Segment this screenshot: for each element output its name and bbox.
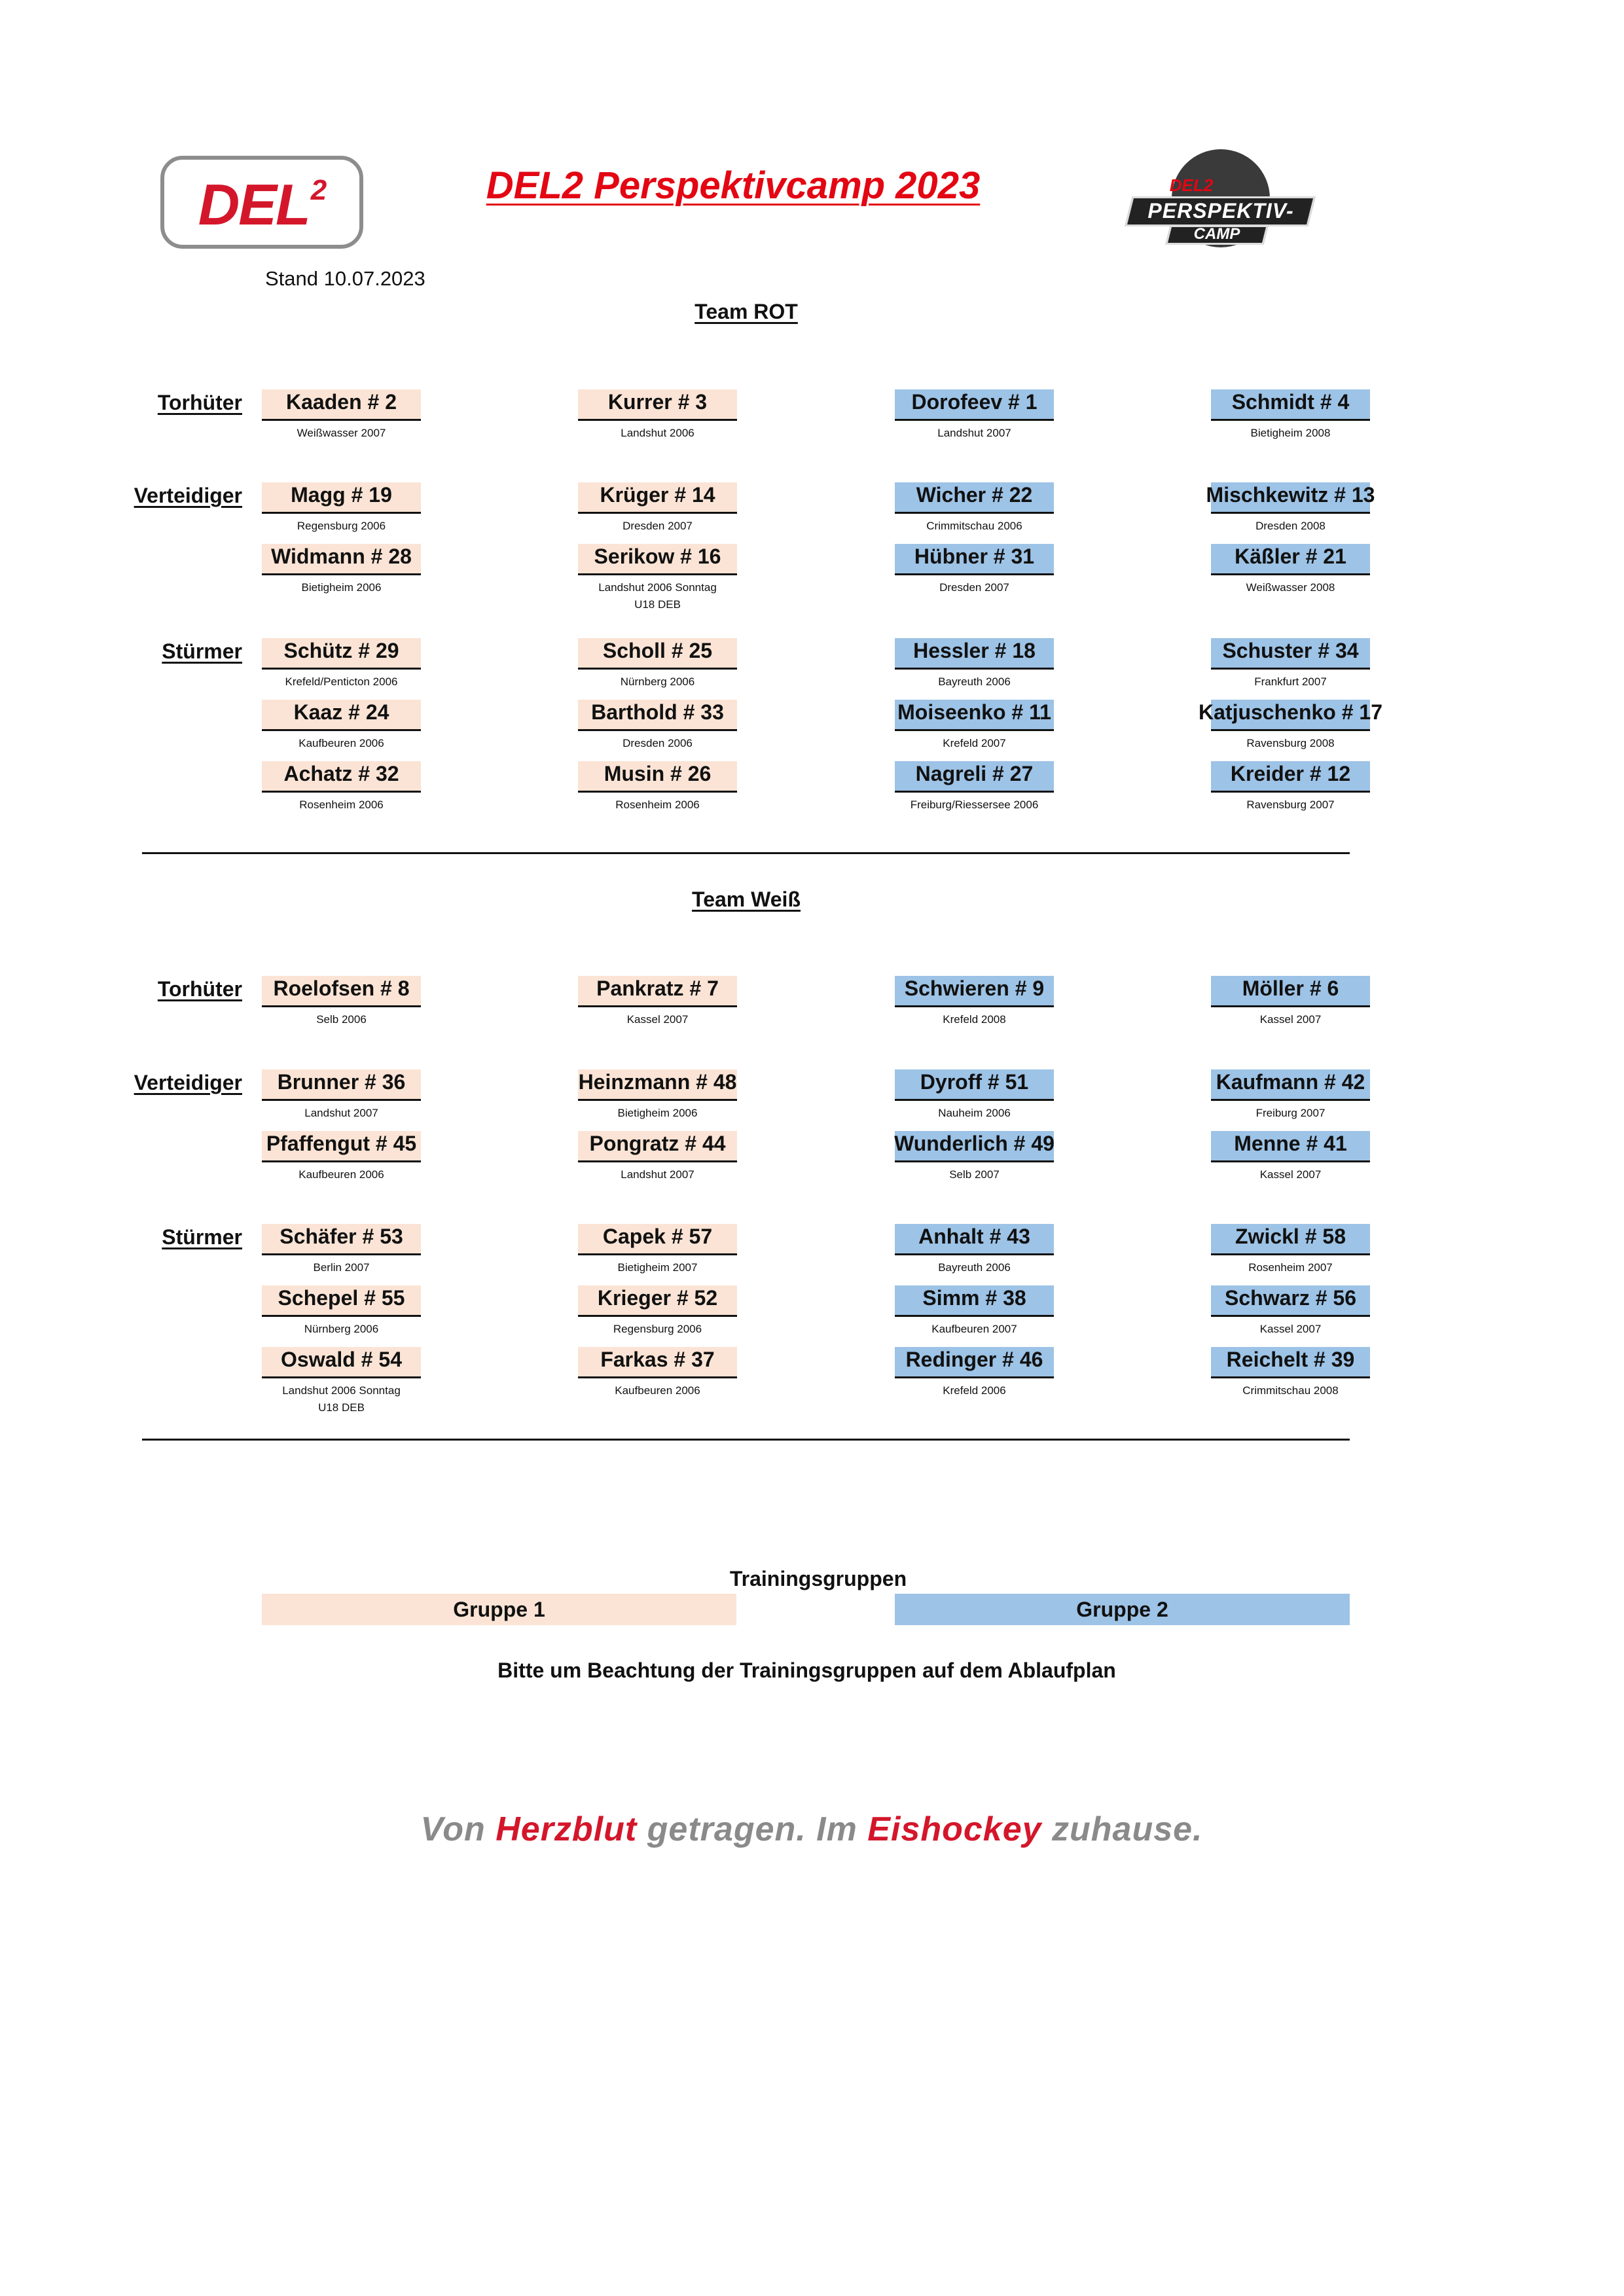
underline-rule <box>578 1005 737 1007</box>
underline-rule <box>895 1160 1054 1162</box>
player-club: Landshut 2006 <box>621 427 695 439</box>
underline-rule <box>578 1160 737 1162</box>
player-name: Barthold # 33 <box>591 700 724 724</box>
player-name: Käßler # 21 <box>1235 545 1346 568</box>
underline-rule <box>262 668 421 670</box>
underline-rule <box>262 573 421 575</box>
underline-rule <box>262 1376 421 1378</box>
player-cell <box>578 976 737 1026</box>
player-name: Musin # 26 <box>604 762 712 785</box>
player-club: Bietigheim 2007 <box>617 1261 698 1274</box>
underline-rule <box>895 573 1054 575</box>
player-name: Pankratz # 7 <box>596 977 719 1000</box>
player-name: Achatz # 32 <box>283 762 399 785</box>
player-name: Redinger # 46 <box>905 1348 1043 1371</box>
player-club: Kaufbeuren 2007 <box>931 1323 1017 1335</box>
team-title: Team Weiß <box>692 888 801 911</box>
player-name: Zwickl # 58 <box>1235 1225 1346 1248</box>
training-note: Bitte um Beachtung der Trainingsgruppen auf dem Ablaufplan <box>497 1659 1116 1682</box>
player-club: Ravensburg 2008 <box>1246 737 1335 749</box>
underline-rule <box>895 512 1054 514</box>
underline-rule <box>578 1315 737 1317</box>
player-club: Selb 2007 <box>949 1168 1000 1181</box>
player-name: Hessler # 18 <box>913 639 1036 662</box>
underline-rule <box>578 1253 737 1255</box>
player-cell <box>578 389 737 439</box>
slogan-part-3: getragen. Im <box>637 1810 868 1848</box>
player-name: Schepel # 55 <box>278 1286 405 1310</box>
underline-rule <box>1211 573 1370 575</box>
player-club: Selb 2006 <box>316 1013 367 1026</box>
slogan-part-1: Von <box>420 1810 496 1848</box>
underline-rule <box>578 1376 737 1378</box>
team-title: Team ROT <box>695 300 798 323</box>
underline-rule <box>578 573 737 575</box>
player-club: Dresden 2006 <box>623 737 693 749</box>
player-name: Widmann # 28 <box>271 545 412 568</box>
player-name: Möller # 6 <box>1242 977 1339 1000</box>
player-name: Schäfer # 53 <box>280 1225 403 1248</box>
underline-rule <box>262 1160 421 1162</box>
player-cell <box>578 1131 737 1181</box>
position-label: Torhüter <box>157 391 242 414</box>
player-club: Kaufbeuren 2006 <box>615 1384 700 1397</box>
player-club: Crimmitschau 2008 <box>1242 1384 1339 1397</box>
slogan-part-2: Herzblut <box>496 1810 638 1848</box>
player-name: Kreider # 12 <box>1230 762 1351 785</box>
player-club: Krefeld 2008 <box>943 1013 1006 1026</box>
training-title: Trainingsgruppen <box>729 1567 907 1590</box>
player-cell <box>895 1069 1054 1119</box>
underline-rule <box>578 1099 737 1101</box>
position-label: Torhüter <box>157 977 242 1001</box>
player-club: Kassel 2007 <box>626 1013 689 1026</box>
player-name: Schuster # 34 <box>1222 639 1359 662</box>
player-name: Serikow # 16 <box>594 545 721 568</box>
player-name: Mischkewitz # 13 <box>1206 483 1375 507</box>
player-club: Bietigheim 2006 <box>617 1107 698 1119</box>
player-club: Weißwasser 2008 <box>1246 581 1335 594</box>
underline-rule <box>895 791 1054 793</box>
underline-rule <box>262 791 421 793</box>
player-cell <box>1199 700 1382 749</box>
player-cell <box>895 976 1054 1026</box>
player-club: Krefeld/Penticton 2006 <box>285 675 398 688</box>
player-club: Kaufbeuren 2006 <box>298 1168 384 1181</box>
player-cell <box>1211 638 1370 688</box>
player-club: Landshut 2006 Sonntag U18 DEB <box>282 1384 401 1414</box>
player-club: Berlin 2007 <box>313 1261 370 1274</box>
underline-rule <box>578 668 737 670</box>
player-cell <box>1211 976 1370 1026</box>
player-cell <box>895 638 1054 688</box>
player-name: Kaaz # 24 <box>293 700 389 724</box>
underline-rule <box>1211 512 1370 514</box>
underline-rule <box>895 729 1054 731</box>
underline-rule <box>1211 1315 1370 1317</box>
player-name: Scholl # 25 <box>602 639 713 662</box>
underline-rule <box>578 512 737 514</box>
player-club: Landshut 2007 <box>304 1107 378 1119</box>
underline-rule <box>578 419 737 421</box>
underline-rule <box>1211 1376 1370 1378</box>
player-club: Freiburg 2007 <box>1255 1107 1326 1119</box>
player-club: Bayreuth 2006 <box>938 1261 1011 1274</box>
player-cell <box>1211 1347 1370 1397</box>
position-label: Verteidiger <box>134 1071 242 1094</box>
player-cell <box>578 544 737 611</box>
player-cell <box>262 700 421 749</box>
underline-rule <box>895 1376 1054 1378</box>
player-cell <box>578 1069 737 1119</box>
player-club: Landshut 2007 <box>621 1168 695 1181</box>
player-club: Nauheim 2006 <box>938 1107 1011 1119</box>
player-name: Schwarz # 56 <box>1225 1286 1356 1310</box>
player-club: Dresden 2007 <box>623 520 693 532</box>
player-club: Dresden 2008 <box>1255 520 1326 532</box>
gruppe-1-bar: Gruppe 1 <box>262 1594 736 1625</box>
player-name: Dyroff # 51 <box>920 1070 1029 1094</box>
player-cell <box>895 1224 1054 1274</box>
player-name: Reichelt # 39 <box>1226 1348 1355 1371</box>
player-club: Regensburg 2006 <box>297 520 386 532</box>
underline-rule <box>895 1315 1054 1317</box>
camp-logo-line2: CAMP <box>1193 225 1240 243</box>
player-name: Hübner # 31 <box>914 545 1035 568</box>
underline-rule <box>1211 668 1370 670</box>
player-cell <box>262 1347 421 1414</box>
player-name: Krieger # 52 <box>597 1286 718 1310</box>
player-name: Nagreli # 27 <box>915 762 1034 785</box>
player-club: Rosenheim 2006 <box>615 798 700 811</box>
underline-rule <box>1211 1160 1370 1162</box>
player-cell <box>895 482 1054 532</box>
player-cell <box>578 761 737 811</box>
player-cell <box>262 1285 421 1335</box>
slogan <box>327 1810 1296 1849</box>
player-cell <box>262 976 421 1026</box>
slogan-part-4: Eishockey <box>867 1810 1042 1848</box>
player-name: Moiseenko # 11 <box>897 700 1051 724</box>
del2-logo <box>160 156 363 249</box>
player-cell <box>895 1347 1054 1397</box>
del2-logo-text: DEL <box>198 172 310 237</box>
player-name: Roelofsen # 8 <box>273 977 410 1000</box>
player-cell <box>895 389 1054 439</box>
player-cell <box>1211 1285 1370 1335</box>
player-club: Landshut 2007 <box>937 427 1011 439</box>
underline-rule <box>262 729 421 731</box>
player-cell <box>578 700 737 749</box>
player-name: Magg # 19 <box>291 483 392 507</box>
player-cell <box>262 761 421 811</box>
player-name: Pfaffengut # 45 <box>266 1132 417 1155</box>
player-name: Kurrer # 3 <box>607 390 708 414</box>
player-name: Wunderlich # 49 <box>894 1132 1055 1155</box>
player-name: Capek # 57 <box>602 1225 713 1248</box>
underline-rule <box>895 1005 1054 1007</box>
player-name: Schütz # 29 <box>283 639 399 662</box>
player-club: Rosenheim 2007 <box>1248 1261 1333 1274</box>
camp-logo-top: DEL2 <box>1169 175 1214 195</box>
gruppe-2-bar: Gruppe 2 <box>895 1594 1350 1625</box>
player-cell <box>262 638 421 688</box>
player-cell <box>895 1285 1054 1335</box>
player-cell <box>1211 761 1370 811</box>
player-cell <box>578 1224 737 1274</box>
player-cell <box>894 1131 1055 1181</box>
player-club: Krefeld 2006 <box>943 1384 1006 1397</box>
player-cell <box>262 1224 421 1274</box>
position-label: Stürmer <box>162 1225 242 1249</box>
player-club: Regensburg 2006 <box>613 1323 702 1335</box>
player-cell <box>1206 482 1375 532</box>
player-cell <box>1211 544 1370 594</box>
player-club: Freiburg/Riessersee 2006 <box>910 798 1039 811</box>
player-name: Wicher # 22 <box>916 483 1033 507</box>
player-cell <box>262 1131 421 1181</box>
player-club: Nürnberg 2006 <box>620 675 695 688</box>
team-divider <box>142 852 1350 854</box>
player-name: Menne # 41 <box>1234 1132 1347 1155</box>
player-club: Kaufbeuren 2006 <box>298 737 384 749</box>
underline-rule <box>578 791 737 793</box>
underline-rule <box>895 419 1054 421</box>
player-cell <box>1211 1131 1370 1181</box>
player-cell <box>262 544 421 594</box>
player-club: Rosenheim 2006 <box>299 798 384 811</box>
camp-logo-line1: PERSPEKTIV- <box>1147 199 1294 223</box>
player-name: Heinzmann # 48 <box>578 1070 737 1094</box>
player-cell <box>578 1285 737 1335</box>
player-club: Landshut 2006 Sonntag U18 DEB <box>598 581 717 611</box>
player-name: Dorofeev # 1 <box>911 390 1038 414</box>
player-club: Kassel 2007 <box>1259 1323 1322 1335</box>
player-name: Schmidt # 4 <box>1231 390 1350 414</box>
underline-rule <box>895 1253 1054 1255</box>
slogan-part-5: zuhause. <box>1041 1810 1203 1848</box>
underline-rule <box>1211 729 1370 731</box>
player-cell <box>1211 389 1370 439</box>
underline-rule <box>1211 791 1370 793</box>
player-name: Oswald # 54 <box>281 1348 402 1371</box>
player-club: Bietigheim 2008 <box>1250 427 1331 439</box>
player-cell <box>578 638 737 688</box>
underline-rule <box>895 1099 1054 1101</box>
player-cell <box>1211 1069 1370 1119</box>
player-club: Weißwasser 2007 <box>297 427 386 439</box>
player-name: Simm # 38 <box>922 1286 1026 1310</box>
underline-rule <box>262 1099 421 1101</box>
player-club: Kassel 2007 <box>1259 1013 1322 1026</box>
position-label: Verteidiger <box>134 484 242 507</box>
player-club: Dresden 2007 <box>939 581 1009 594</box>
player-name: Schwieren # 9 <box>904 977 1045 1000</box>
perspektiv-camp-logo <box>1126 149 1316 247</box>
player-name: Pongratz # 44 <box>589 1132 726 1155</box>
player-cell <box>578 1347 737 1397</box>
player-cell <box>262 389 421 439</box>
player-cell <box>578 482 737 532</box>
player-cell <box>895 761 1054 811</box>
stand-date: Stand 10.07.2023 <box>265 267 425 290</box>
player-club: Bayreuth 2006 <box>938 675 1011 688</box>
underline-rule <box>262 1253 421 1255</box>
player-club: Bietigheim 2006 <box>301 581 382 594</box>
player-name: Krüger # 14 <box>600 483 715 507</box>
del2-logo-sup: 2 <box>310 174 326 206</box>
underline-rule <box>1211 1099 1370 1101</box>
player-name: Farkas # 37 <box>600 1348 715 1371</box>
underline-rule <box>262 419 421 421</box>
player-club: Krefeld 2007 <box>943 737 1006 749</box>
player-club: Crimmitschau 2006 <box>926 520 1022 532</box>
player-name: Kaaden # 2 <box>286 390 397 414</box>
player-name: Kaufmann # 42 <box>1216 1070 1365 1094</box>
team-divider <box>142 1439 1350 1441</box>
player-club: Frankfurt 2007 <box>1254 675 1327 688</box>
underline-rule <box>262 1005 421 1007</box>
underline-rule <box>262 512 421 514</box>
position-label: Stürmer <box>162 639 242 663</box>
player-name: Anhalt # 43 <box>918 1225 1030 1248</box>
player-club: Kassel 2007 <box>1259 1168 1322 1181</box>
player-cell <box>895 544 1054 594</box>
player-cell <box>1211 1224 1370 1274</box>
underline-rule <box>262 1315 421 1317</box>
player-name: Katjuschenko # 17 <box>1199 700 1382 724</box>
player-cell <box>895 700 1054 749</box>
underline-rule <box>1211 1005 1370 1007</box>
player-cell <box>262 1069 421 1119</box>
underline-rule <box>1211 1253 1370 1255</box>
page-title: DEL2 Perspektivcamp 2023 <box>486 164 981 207</box>
player-club: Nürnberg 2006 <box>304 1323 379 1335</box>
player-name: Brunner # 36 <box>277 1070 406 1094</box>
underline-rule <box>578 729 737 731</box>
player-club: Ravensburg 2007 <box>1246 798 1335 811</box>
underline-rule <box>1211 419 1370 421</box>
underline-rule <box>895 668 1054 670</box>
player-cell <box>262 482 421 532</box>
